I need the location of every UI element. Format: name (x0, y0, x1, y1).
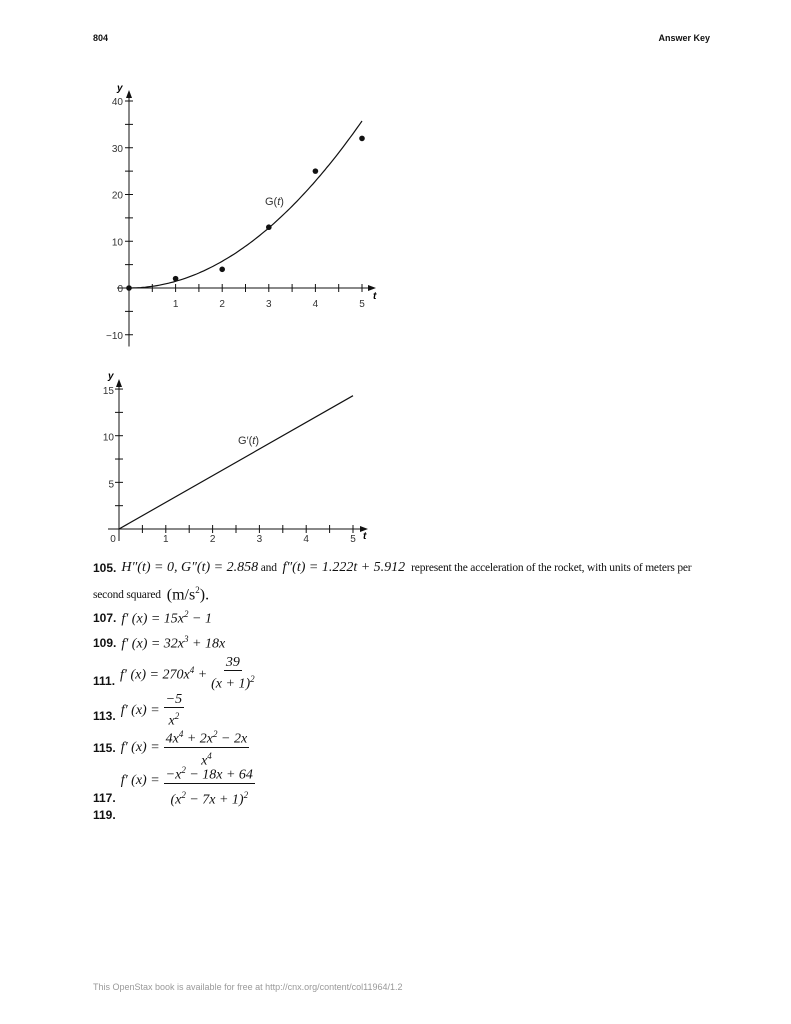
answer-111 (93, 655, 255, 693)
y-tick-label: 20 (111, 190, 123, 202)
fraction: $\frac{4x^4 + 2x^2 - 2x}{x^4}$ (165, 729, 248, 769)
x-tick-label: 3 (256, 534, 263, 545)
y-axis-arrow (116, 379, 122, 387)
units: $(m/s^2)$. (166, 585, 210, 604)
equation: f′ (x) = (120, 740, 160, 756)
x-tick-label: 4 (312, 299, 319, 310)
equation: f′ $(x) = 32x^3 + 18x$ (121, 634, 226, 652)
x-axis-label: t (373, 291, 377, 302)
x-tick-label: 3 (266, 299, 272, 310)
section-title: Answer Key (658, 33, 710, 43)
y-axis-label: y (117, 83, 123, 94)
equation: f′ $(x) = 15x^2 - 1$ (121, 609, 212, 627)
answer-number: 105. (93, 561, 117, 575)
answer-number: 109. (93, 636, 117, 651)
line-g-prime-of-t (119, 396, 353, 529)
answer-105-cont (93, 585, 209, 604)
text: and (258, 562, 280, 574)
y-tick-label: 10 (102, 432, 114, 444)
x-tick-label: 1 (172, 299, 179, 310)
answer-107 (93, 609, 212, 628)
x-tick-label: 1 (163, 534, 169, 545)
y-tick-label: 0 (117, 284, 123, 295)
y-tick-label: −10 (106, 330, 123, 342)
footer: This OpenStax book is available for free at http://cnx.org/content/col11964/1.2 (93, 982, 403, 992)
fraction: $\frac{39}{(x + 1)^2}$ (211, 655, 255, 692)
y-tick-label: 40 (111, 97, 123, 108)
answer-113 (93, 692, 184, 730)
answer-109 (93, 634, 225, 653)
x-tick-label: 5 (350, 534, 356, 545)
x-axis-label: t (363, 531, 367, 542)
equation: f′ $(x) = 270x^4$ + (120, 664, 208, 683)
answer-number: 115. (93, 741, 116, 756)
answer-number: 107. (93, 611, 117, 626)
answer-105 (93, 560, 691, 576)
equation: f′ (x) = (120, 773, 160, 789)
x-tick-label: 2 (209, 534, 216, 545)
x-tick-label: 0 (110, 534, 116, 545)
answer-number: 113. (93, 708, 116, 723)
y-tick-label: 10 (111, 237, 123, 249)
text: second squared (93, 588, 161, 601)
answer-119 (93, 808, 121, 822)
answer-117 (93, 763, 255, 811)
text: represent the acceleration of the rocket, with units of meters per (411, 562, 692, 574)
page-number: 804 (93, 33, 109, 43)
fraction: $\frac{-5}{x^2}$ (165, 692, 183, 729)
x-tick-label: 4 (303, 534, 309, 545)
y-tick-label: 30 (111, 143, 123, 155)
answer-number: 119. (93, 808, 116, 822)
fraction: $\frac{-x^2 - 18x + 64}{(x^2 - 7x + 1)^2}$ (165, 765, 253, 808)
x-tick-label: 2 (219, 299, 225, 310)
curve-label: G(t) (265, 196, 284, 208)
y-tick-label: 5 (108, 479, 114, 491)
equation: f′ (x) = (120, 702, 160, 718)
line-label: G′(t) (238, 435, 260, 447)
answer-number: 111. (93, 673, 116, 688)
equation: f″(t) = 1.222t + 5.912 (282, 560, 406, 575)
equation: H″(t) = 0, G″(t) = 2.858 (121, 560, 259, 575)
answer-number: 117. (93, 791, 116, 806)
y-axis-label: y (108, 371, 114, 382)
x-tick-label: 5 (359, 299, 365, 310)
y-tick-label: 15 (102, 386, 114, 398)
